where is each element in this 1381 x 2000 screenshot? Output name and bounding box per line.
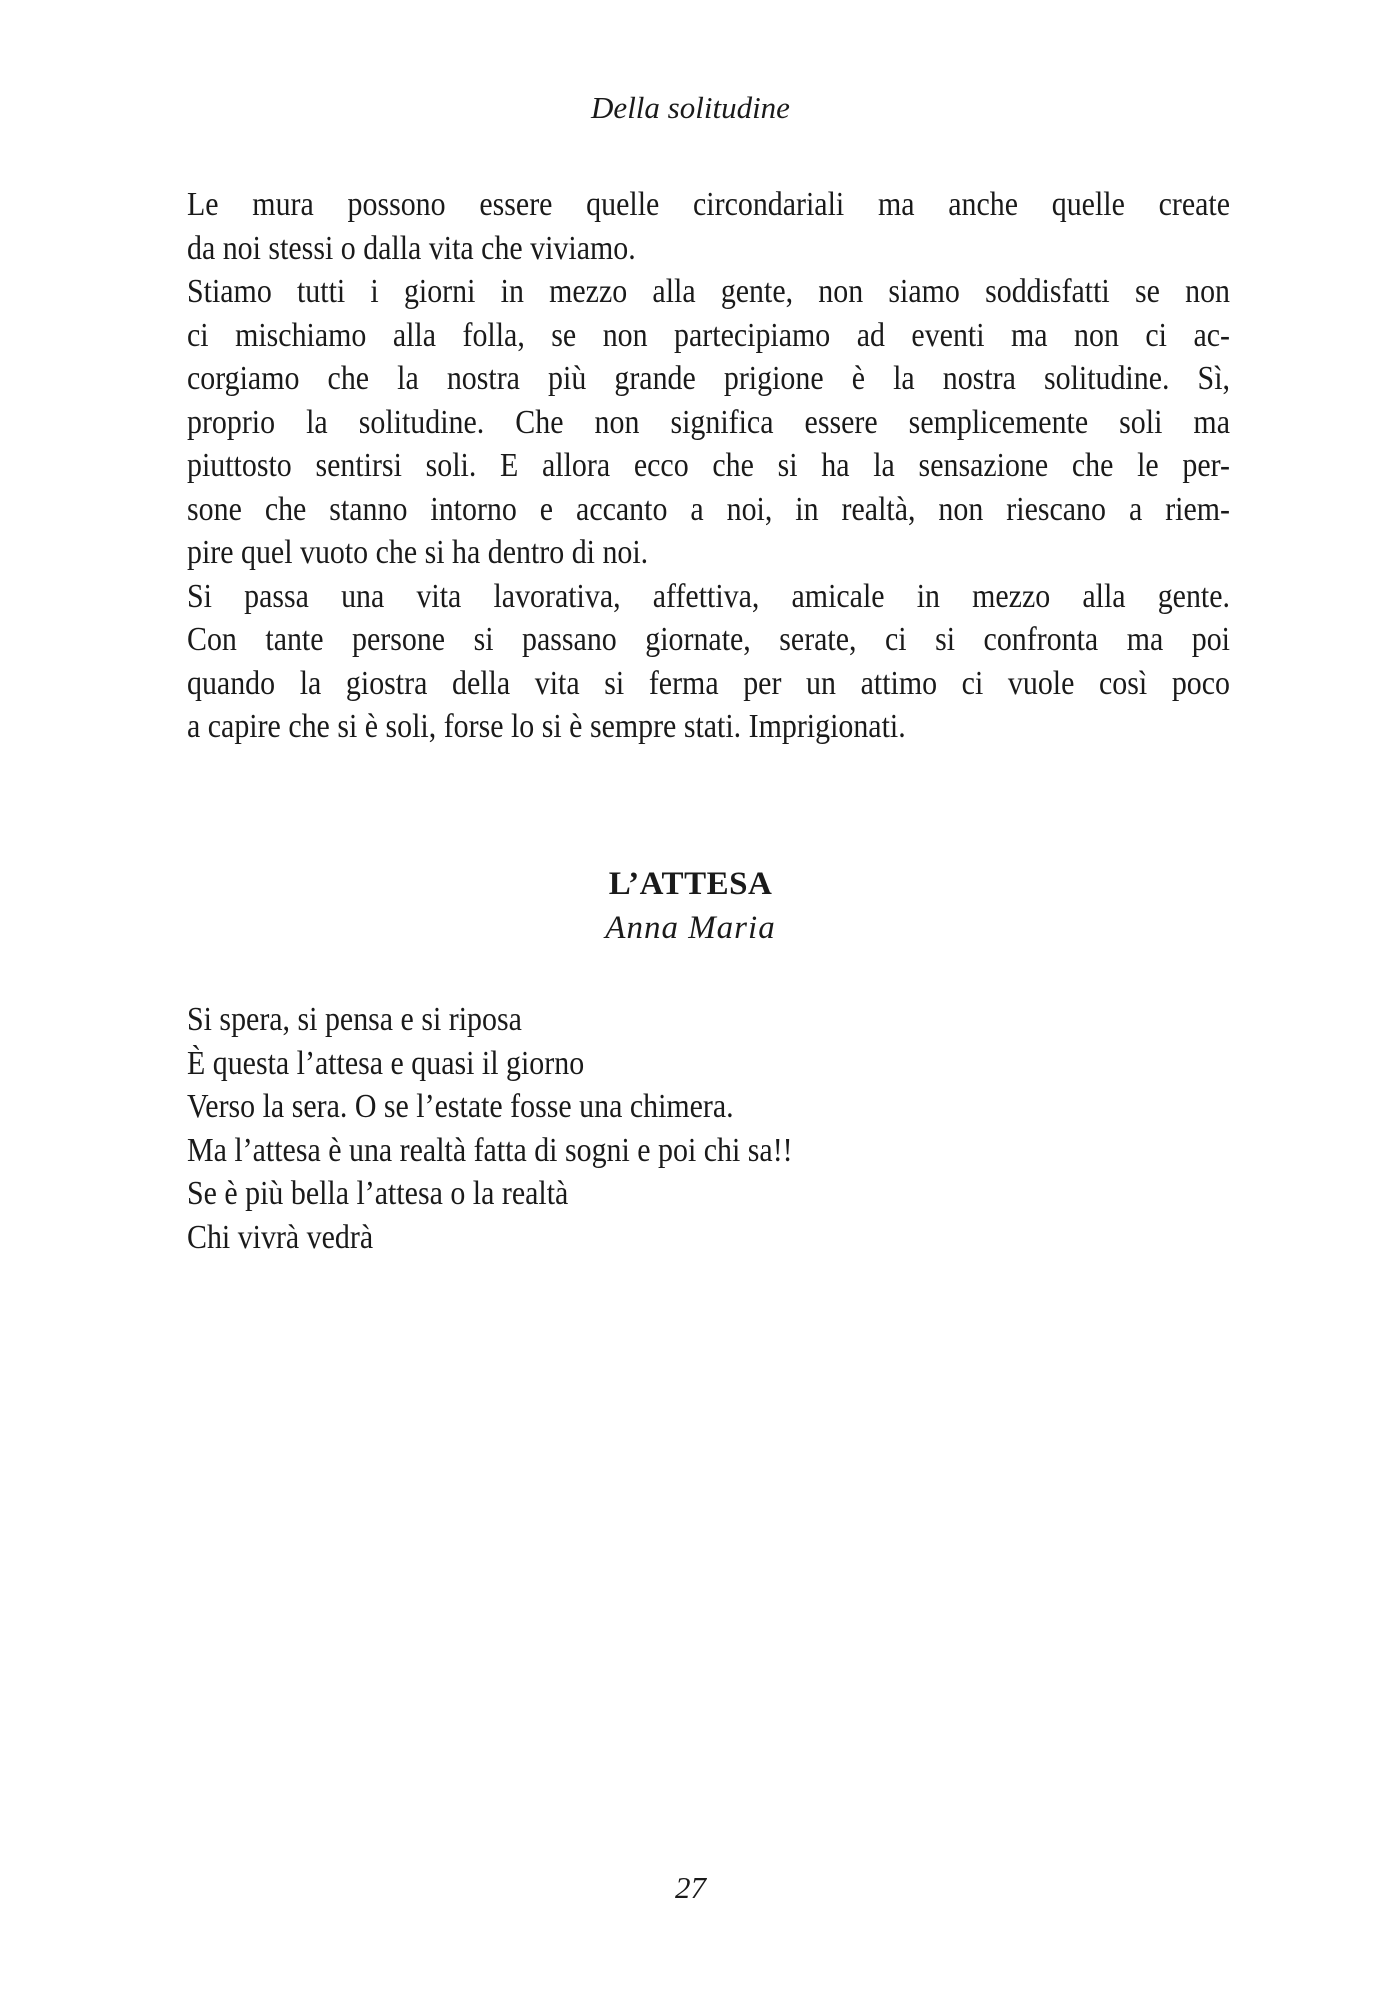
poem-line: Si spera, si pensa e si riposa	[187, 1001, 522, 1038]
essay-line: da noi stessi o dalla vita che viviamo.	[187, 229, 636, 267]
essay-line: proprio la solitudine. Che non significa essere semplicemente soli ma	[187, 403, 1230, 441]
poem-line: Chi vivrà vedrà	[187, 1218, 374, 1256]
essay-line: quando la giostra della vita si ferma per un attimo ci vuole così poco	[187, 664, 1230, 702]
essay-paragraphs	[187, 183, 1230, 749]
poem-author: Anna Maria	[605, 910, 776, 946]
running-header: Della solitudine	[591, 90, 790, 125]
essay-line: Si passa una vita lavorativa, affettiva, amicale in mezzo alla gente.	[187, 577, 1230, 615]
essay-line: Con tante persone si passano giornate, serate, ci si confronta ma poi	[187, 621, 1230, 658]
poem-line: Ma l’attesa è una realtà fatta di sogni e poi chi sa!!	[187, 1131, 793, 1169]
essay-line: piuttosto sentirsi soli. E allora ecco che si ha la sensazione che le per-	[187, 447, 1230, 484]
essay-line: Le mura possono essere quelle circondariali ma anche quelle create	[187, 186, 1230, 223]
essay-line: sone che stanno intorno e accanto a noi, in realtà, non riescano a riem-	[187, 490, 1230, 528]
essay-line: Stiamo tutti i giorni in mezzo alla gente, non siamo soddisfatti se non	[187, 273, 1230, 310]
poem-heading	[0, 862, 1381, 950]
essay-line: corgiamo che la nostra più grande prigione è la nostra solitudine. Sì,	[187, 360, 1230, 397]
poem-body	[187, 998, 1230, 1259]
poem-line: È questa l’attesa e quasi il giorno	[187, 1044, 585, 1082]
essay-line: pire quel vuoto che si ha dentro di noi.	[187, 534, 649, 571]
essay-line: a capire che si è soli, forse lo si è sempre stati. Imprigionati.	[187, 708, 906, 745]
page-number: 27	[675, 1870, 706, 1905]
essay-line: ci mischiamo alla folla, se non partecipiamo ad eventi ma non ci ac-	[187, 316, 1230, 354]
poem-title: L’ATTESA	[608, 866, 773, 902]
poem-line: Se è più bella l’attesa o la realtà	[187, 1175, 569, 1212]
poem-line: Verso la sera. O se l’estate fosse una chimera.	[187, 1088, 734, 1125]
